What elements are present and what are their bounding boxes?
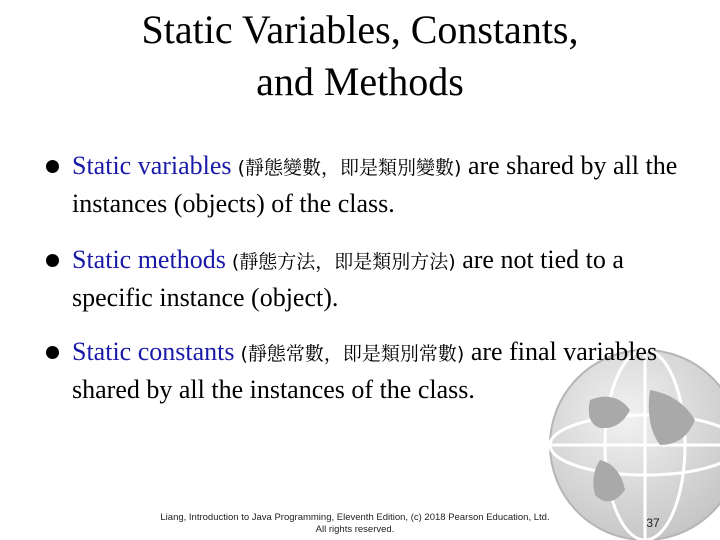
bullet-cjk: (靜態方法，即是類別方法) [225,251,456,273]
bullet-cjk: (靜態常數，即是類別常數) [234,343,465,365]
bullet-icon [46,254,59,267]
bullet-cjk: (靜態變數，即是類別變數) [231,157,462,179]
bullet-text [72,148,702,221]
footer-line-1: Liang, Introduction to Java Programming, Eleventh Edition, (c) 2018 Pearson Education, Ltd. [160,512,550,523]
bullet-icon [46,160,59,173]
bullet-rest: are shared by all the instances (objects) of the class. [72,151,678,218]
slide-title [60,4,660,108]
bullet-rest: are not tied to a specific instance (object). [72,245,624,312]
bullet-term: Static constants [72,337,235,366]
bullet-rest: are final variables shared by all the instances of the class. [72,337,658,404]
bullet-icon [46,346,59,359]
bullet-term: Static methods [72,245,226,274]
footer-line-2: All rights reserved. [315,524,395,535]
title-line-2: and Methods [256,59,464,104]
bullet-text [72,242,702,315]
bullet-text [72,334,702,407]
footer-citation [140,512,570,536]
title-line-1: Static Variables, Constants, [141,7,579,52]
bullet-term: Static variables [72,151,232,180]
page-number: 37 [646,516,660,530]
